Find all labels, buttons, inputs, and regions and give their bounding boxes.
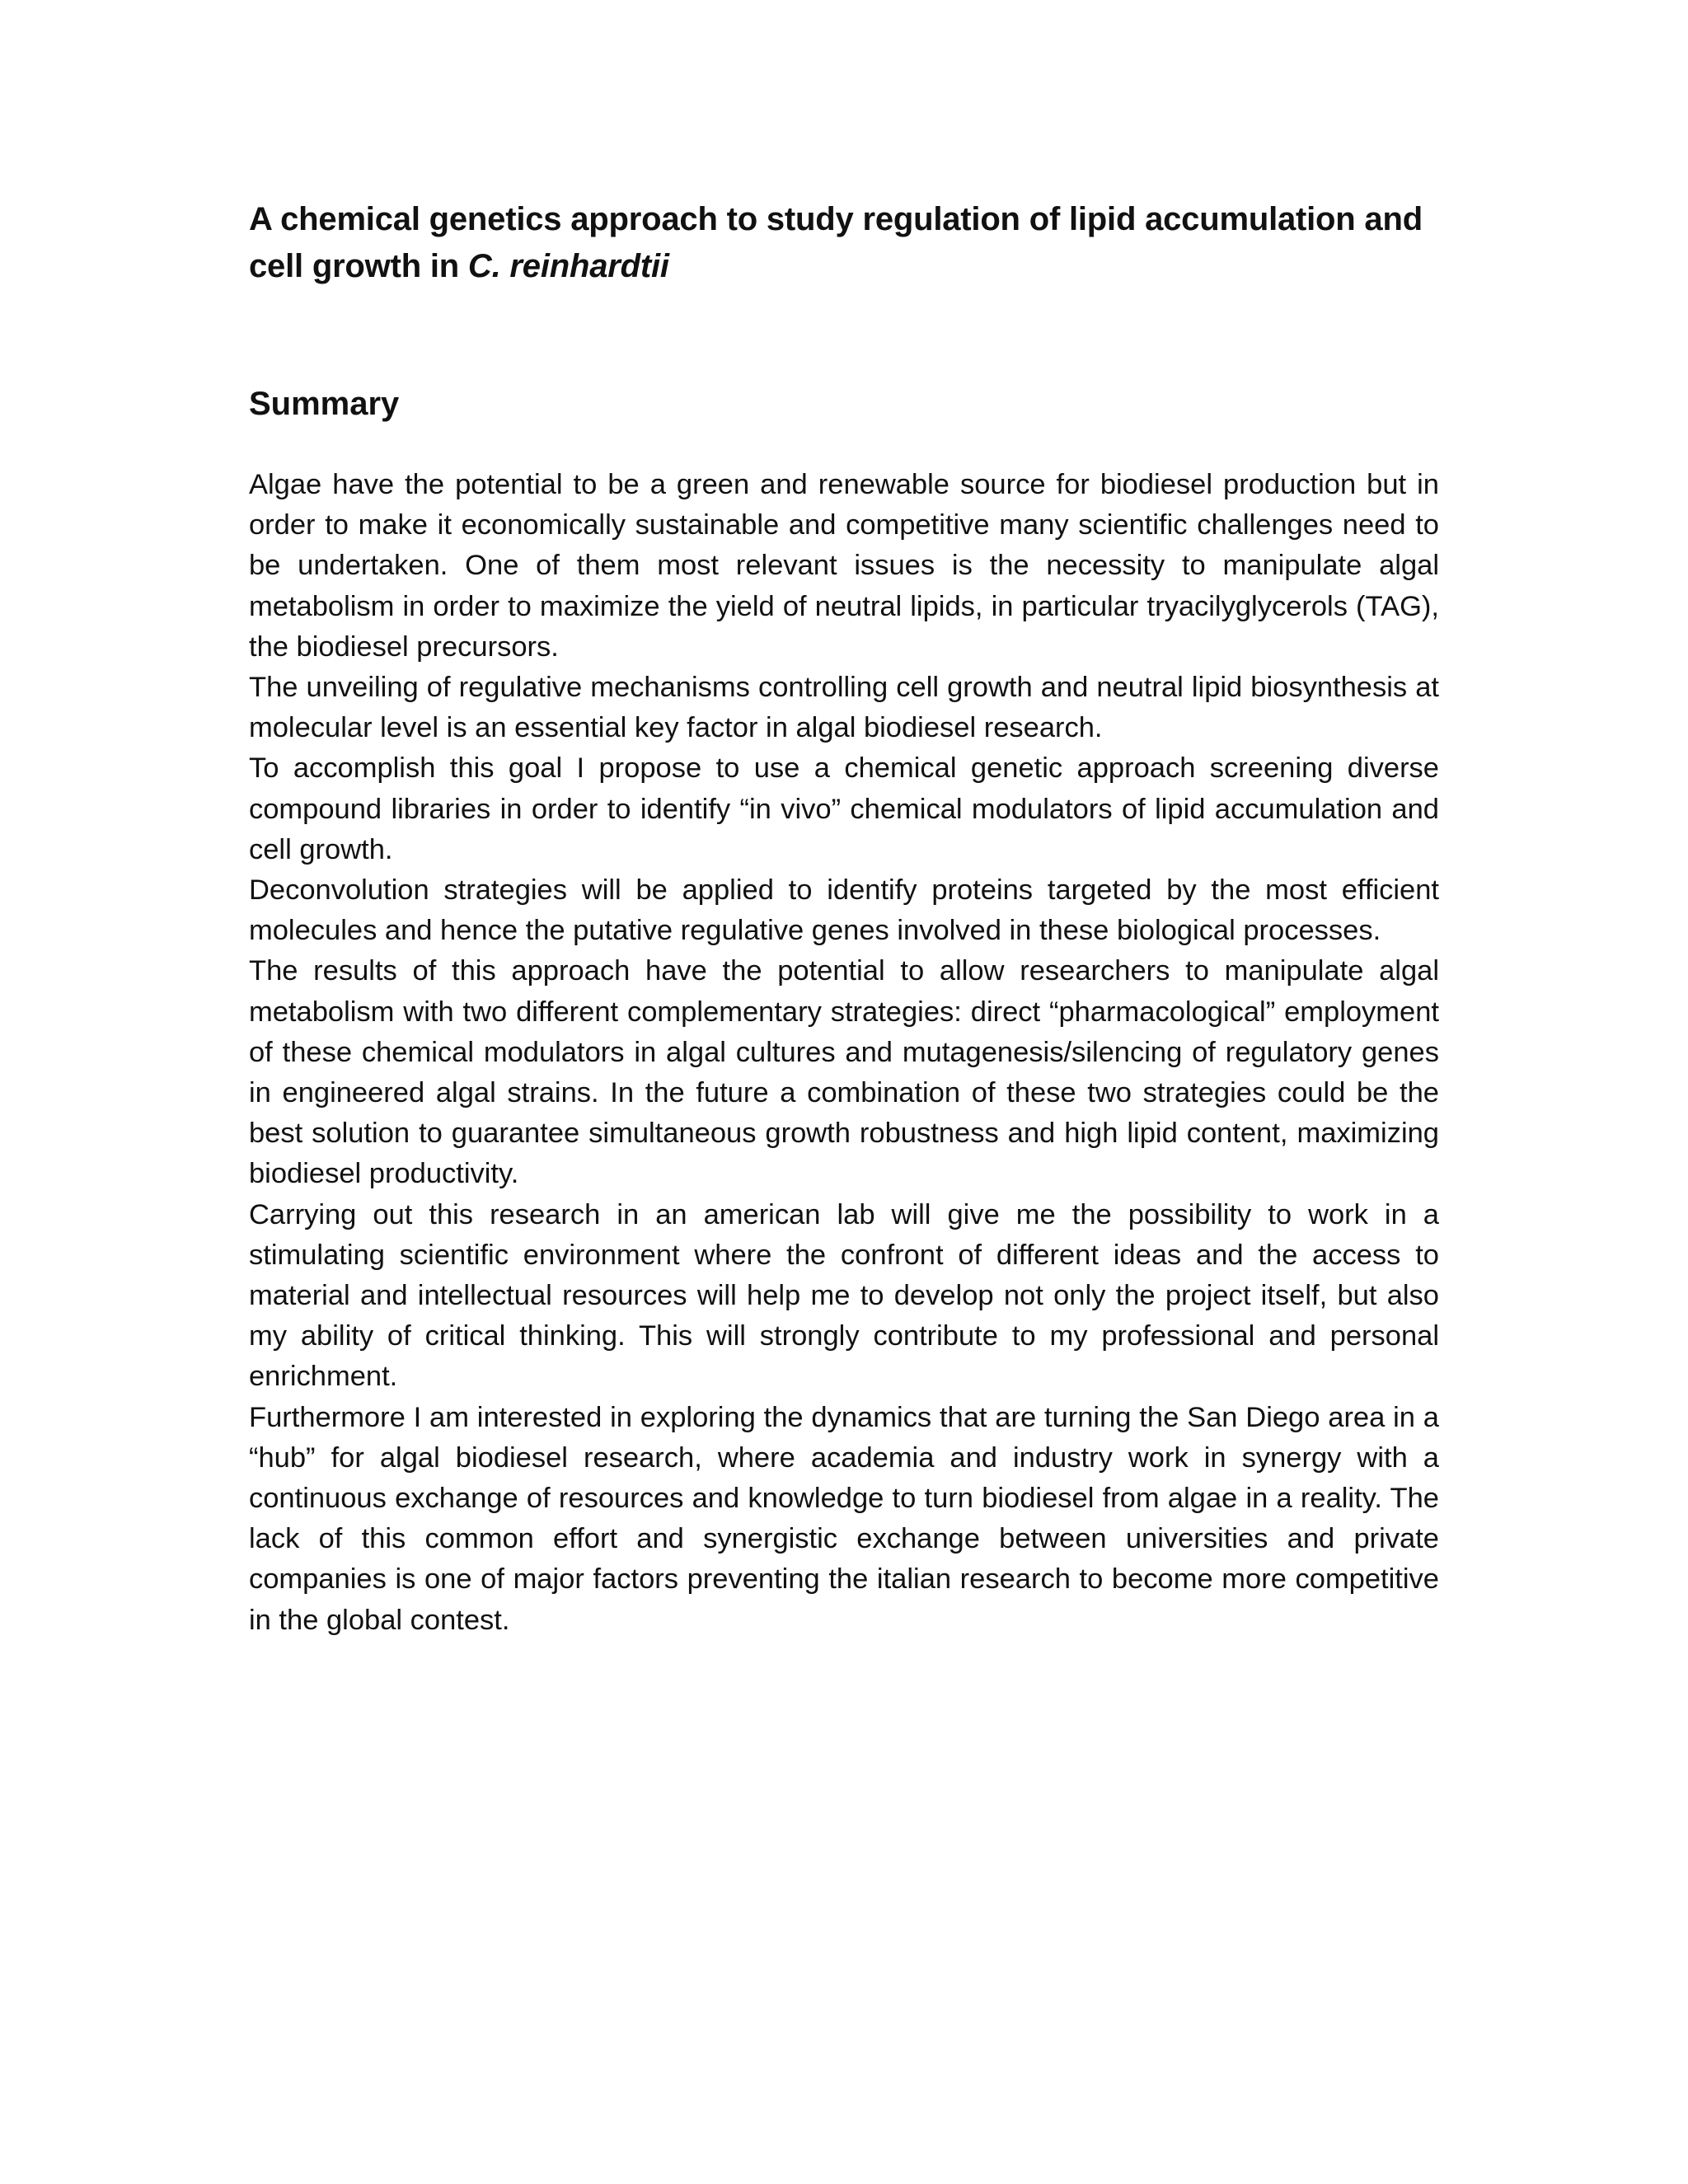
title-species-name: C. reinhardtii — [467, 248, 669, 284]
summary-paragraph-4: Deconvolution strategies will be applied to identify proteins targeted by the most efficient molecules and hence the putative regulative genes involved in these biological processes. — [249, 874, 1439, 947]
summary-paragraph-3: To accomplish this goal I propose to use a chemical genetic approach screening diverse compound libraries in order to identify “in vivo” chemical modulators of lipid accumulation and cell growth. — [249, 752, 1439, 865]
summary-paragraph-1: Algae have the potential to be a green and renewable source for biodiesel production but in order to make it economically sustainable and competitive many scientific challenges need to be undertaken. One of them most relevant issues is the necessity to manipulate algal metabolism in order to maximize the yield of neutral lipids, in particular tryacilyglycerols (TAG), the biodiesel precursors. — [249, 469, 1439, 663]
summary-paragraph-5: The results of this approach have the potential to allow researchers to manipulate algal metabolism with two different complementary strategies: direct “pharmacological” employment of these chemical modulators in algal cultures and mutagenesis/silencing of regulatory genes in engineered algal strains. In the future a combination of these two strategies could be the best solution to guarantee simultaneous growth robustness and high lipid content, maximizing biodiesel productivity. — [249, 955, 1439, 1190]
summary-paragraph-6: Carrying out this research in an american lab will give me the possibility to work in a stimulating scientific environment where the confront of different ideas and the access to material and intellectual resources will help me to develop not only the project itself, but also my ability of critical thinking. This will strongly contribute to my professional and personal enrichment. — [249, 1198, 1439, 1393]
document-content — [249, 196, 1439, 1641]
summary-paragraph-2: The unveiling of regulative mechanisms controlling cell growth and neutral lipid biosynthesis at molecular level is an essential key factor in algal biodiesel research. — [249, 672, 1439, 744]
title-main-text: A chemical genetics approach to study regulation of lipid accumulation and cell growth in — [249, 201, 1423, 284]
summary-heading: Summary — [249, 386, 400, 422]
document-title — [249, 196, 1439, 290]
summary-paragraph-7: Furthermore I am interested in exploring the dynamics that are turning the San Diego area in a “hub” for algal biodiesel research, where academia and industry work in synergy with a continuous exchange of resources and knowledge to turn biodiesel from algae in a reality. The lack of this common effort and synergistic exchange between universities and private companies is one of major factors preventing the italian research to become more competitive in the global contest. — [249, 1401, 1439, 1636]
summary-body — [249, 465, 1439, 1641]
